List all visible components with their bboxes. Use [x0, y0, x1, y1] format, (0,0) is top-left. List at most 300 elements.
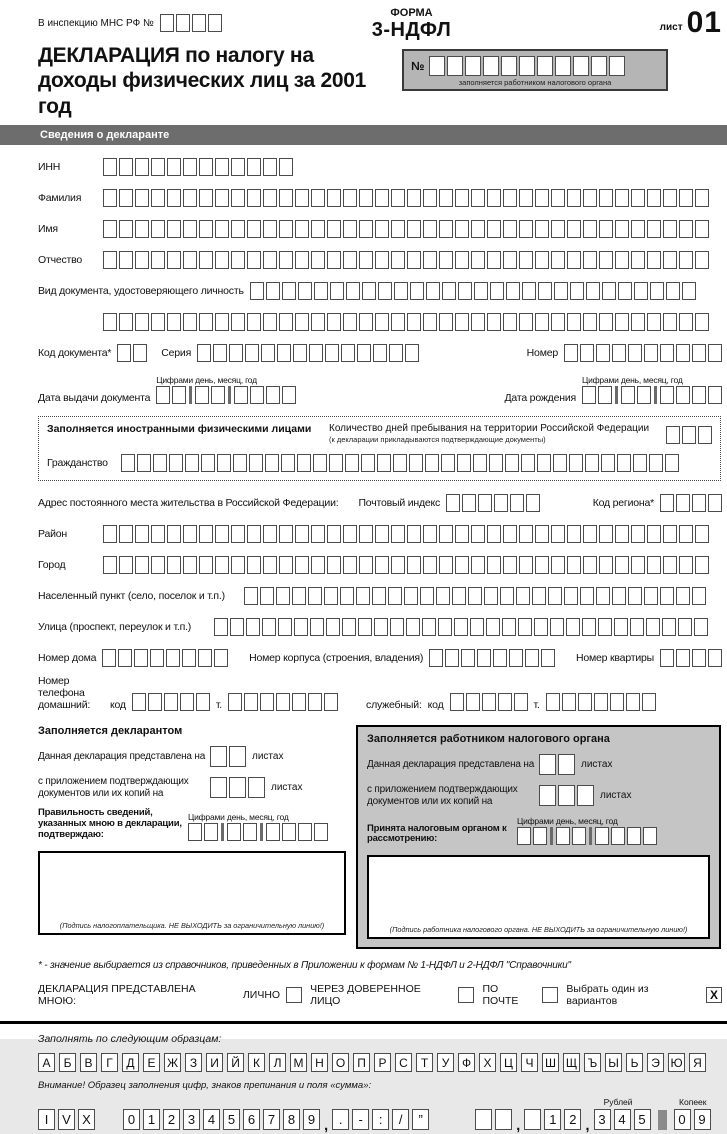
char-box[interactable] — [148, 693, 162, 711]
char-box[interactable] — [229, 344, 243, 362]
char-box[interactable] — [517, 827, 531, 845]
char-box[interactable] — [132, 693, 146, 711]
char-box[interactable] — [519, 525, 533, 543]
char-box[interactable] — [611, 827, 625, 845]
char-box[interactable] — [423, 220, 437, 238]
char-box[interactable] — [391, 220, 405, 238]
char-box[interactable] — [375, 189, 389, 207]
char-box[interactable] — [166, 649, 180, 667]
char-box[interactable] — [329, 454, 343, 472]
char-box[interactable] — [535, 556, 549, 574]
char-box[interactable] — [665, 454, 679, 472]
char-box[interactable] — [602, 282, 616, 300]
char-box[interactable] — [551, 556, 565, 574]
char-box[interactable] — [663, 525, 677, 543]
char-box[interactable] — [676, 587, 690, 605]
char-box[interactable] — [558, 754, 575, 775]
char-box[interactable] — [583, 556, 597, 574]
char-box[interactable] — [262, 618, 276, 636]
char-box[interactable] — [596, 587, 610, 605]
char-box[interactable] — [359, 251, 373, 269]
char-box[interactable] — [594, 693, 608, 711]
char-box[interactable] — [646, 618, 660, 636]
char-box[interactable] — [217, 454, 231, 472]
char-box[interactable] — [692, 587, 706, 605]
char-box[interactable] — [535, 525, 549, 543]
char-box[interactable] — [167, 251, 181, 269]
char-box[interactable] — [484, 587, 498, 605]
char-box[interactable] — [279, 525, 293, 543]
char-box[interactable] — [277, 344, 291, 362]
char-box[interactable] — [551, 525, 565, 543]
char-box[interactable] — [234, 386, 248, 404]
char-box[interactable] — [245, 344, 259, 362]
char-box[interactable] — [551, 220, 565, 238]
char-box[interactable] — [295, 251, 309, 269]
char-box[interactable] — [407, 525, 421, 543]
char-box[interactable] — [263, 189, 277, 207]
char-box[interactable] — [229, 746, 246, 767]
char-box[interactable] — [546, 693, 560, 711]
char-box[interactable] — [478, 494, 492, 512]
char-box[interactable] — [233, 454, 247, 472]
char-box[interactable] — [247, 525, 261, 543]
char-box[interactable] — [263, 313, 277, 331]
char-box[interactable] — [231, 158, 245, 176]
char-box[interactable] — [477, 649, 491, 667]
char-box[interactable] — [134, 649, 148, 667]
char-box[interactable] — [407, 189, 421, 207]
char-box[interactable] — [391, 525, 405, 543]
char-box[interactable] — [167, 556, 181, 574]
char-box[interactable] — [263, 525, 277, 543]
char-box[interactable] — [359, 189, 373, 207]
char-box[interactable] — [391, 313, 405, 331]
char-box[interactable] — [439, 251, 453, 269]
char-box[interactable] — [462, 494, 476, 512]
char-box[interactable] — [119, 251, 133, 269]
char-box[interactable] — [286, 987, 302, 1003]
char-box[interactable] — [466, 693, 480, 711]
char-box[interactable] — [311, 220, 325, 238]
char-box[interactable] — [314, 282, 328, 300]
char-box[interactable] — [169, 454, 183, 472]
char-box[interactable] — [526, 494, 540, 512]
char-box[interactable] — [595, 827, 609, 845]
char-box[interactable] — [554, 282, 568, 300]
char-box[interactable] — [439, 556, 453, 574]
char-box[interactable] — [119, 313, 133, 331]
char-box[interactable] — [637, 386, 651, 404]
char-box[interactable] — [340, 587, 354, 605]
char-box[interactable] — [537, 454, 551, 472]
char-box[interactable] — [442, 282, 456, 300]
char-box[interactable] — [188, 823, 202, 841]
char-box[interactable] — [631, 313, 645, 331]
char-box[interactable] — [185, 454, 199, 472]
char-box[interactable] — [532, 587, 546, 605]
char-box[interactable] — [662, 618, 676, 636]
char-box[interactable] — [644, 587, 658, 605]
char-box[interactable] — [610, 693, 624, 711]
char-box[interactable] — [578, 693, 592, 711]
char-box[interactable] — [279, 220, 293, 238]
char-box[interactable] — [601, 454, 615, 472]
char-box[interactable] — [682, 282, 696, 300]
char-box[interactable] — [311, 525, 325, 543]
char-box[interactable] — [180, 693, 194, 711]
char-box[interactable] — [487, 189, 501, 207]
char-box[interactable] — [503, 313, 517, 331]
char-box[interactable] — [541, 649, 555, 667]
char-box[interactable] — [695, 251, 709, 269]
char-box[interactable] — [182, 649, 196, 667]
char-box[interactable] — [279, 556, 293, 574]
char-box[interactable] — [391, 251, 405, 269]
char-box[interactable] — [519, 556, 533, 574]
char-box[interactable] — [660, 587, 674, 605]
char-box[interactable] — [266, 386, 280, 404]
char-box[interactable] — [423, 313, 437, 331]
char-box[interactable] — [215, 251, 229, 269]
char-box[interactable] — [551, 189, 565, 207]
char-box[interactable] — [599, 313, 613, 331]
char-box[interactable] — [260, 587, 274, 605]
char-box[interactable] — [183, 220, 197, 238]
char-box[interactable] — [566, 618, 580, 636]
char-box[interactable] — [591, 56, 607, 76]
char-box[interactable] — [103, 525, 117, 543]
char-box[interactable] — [150, 649, 164, 667]
char-box[interactable] — [452, 587, 466, 605]
char-box[interactable] — [183, 158, 197, 176]
char-box[interactable] — [313, 454, 327, 472]
char-box[interactable] — [682, 426, 696, 444]
char-box[interactable] — [228, 693, 242, 711]
char-box[interactable] — [470, 618, 484, 636]
char-box[interactable] — [708, 649, 722, 667]
char-box[interactable] — [647, 251, 661, 269]
char-box[interactable] — [695, 556, 709, 574]
char-box[interactable] — [569, 454, 583, 472]
char-box[interactable] — [615, 189, 629, 207]
char-box[interactable] — [117, 344, 131, 362]
char-box[interactable] — [215, 556, 229, 574]
char-box[interactable] — [343, 220, 357, 238]
char-box[interactable] — [518, 618, 532, 636]
char-box[interactable] — [103, 189, 117, 207]
char-box[interactable] — [135, 189, 149, 207]
char-box[interactable] — [631, 525, 645, 543]
char-box[interactable] — [615, 251, 629, 269]
char-box[interactable] — [580, 587, 594, 605]
char-box[interactable] — [167, 525, 181, 543]
char-box[interactable] — [679, 525, 693, 543]
char-box[interactable] — [647, 556, 661, 574]
char-box[interactable] — [375, 220, 389, 238]
char-box[interactable] — [612, 344, 626, 362]
char-box[interactable] — [215, 220, 229, 238]
char-box[interactable] — [615, 556, 629, 574]
char-box[interactable] — [324, 693, 338, 711]
char-box[interactable] — [429, 649, 443, 667]
char-box[interactable] — [246, 618, 260, 636]
char-box[interactable] — [465, 56, 481, 76]
char-box[interactable] — [156, 386, 170, 404]
char-box[interactable] — [572, 827, 586, 845]
char-box[interactable] — [586, 282, 600, 300]
char-box[interactable] — [247, 220, 261, 238]
char-box[interactable] — [582, 618, 596, 636]
char-box[interactable] — [341, 344, 355, 362]
char-box[interactable] — [172, 386, 186, 404]
char-box[interactable] — [509, 649, 523, 667]
char-box[interactable] — [295, 525, 309, 543]
char-box[interactable] — [372, 587, 386, 605]
char-box[interactable] — [676, 386, 690, 404]
char-box[interactable] — [679, 556, 693, 574]
char-box[interactable] — [295, 220, 309, 238]
char-box[interactable] — [533, 827, 547, 845]
char-box[interactable] — [103, 220, 117, 238]
char-box[interactable] — [410, 282, 424, 300]
char-box[interactable] — [599, 525, 613, 543]
char-box[interactable] — [676, 494, 690, 512]
char-box[interactable] — [500, 587, 514, 605]
char-box[interactable] — [551, 313, 565, 331]
char-box[interactable] — [631, 556, 645, 574]
char-box[interactable] — [263, 158, 277, 176]
char-box[interactable] — [199, 189, 213, 207]
char-box[interactable] — [151, 189, 165, 207]
char-box[interactable] — [535, 189, 549, 207]
char-box[interactable] — [195, 386, 209, 404]
char-box[interactable] — [102, 649, 116, 667]
char-box[interactable] — [556, 827, 570, 845]
char-box[interactable] — [542, 987, 558, 1003]
char-box[interactable] — [279, 313, 293, 331]
char-box[interactable] — [311, 556, 325, 574]
char-box[interactable] — [614, 618, 628, 636]
char-box[interactable] — [562, 693, 576, 711]
char-box[interactable] — [374, 618, 388, 636]
char-box[interactable] — [375, 556, 389, 574]
char-box[interactable] — [551, 251, 565, 269]
char-box[interactable] — [539, 785, 556, 806]
char-box[interactable] — [441, 454, 455, 472]
char-box[interactable] — [324, 587, 338, 605]
char-box[interactable] — [490, 282, 504, 300]
char-box[interactable] — [298, 282, 312, 300]
char-box[interactable] — [281, 454, 295, 472]
char-box[interactable] — [377, 454, 391, 472]
char-box[interactable] — [215, 525, 229, 543]
char-box[interactable] — [183, 251, 197, 269]
char-box[interactable] — [215, 189, 229, 207]
char-box[interactable] — [325, 344, 339, 362]
char-box[interactable] — [455, 556, 469, 574]
char-box[interactable] — [227, 823, 241, 841]
char-box[interactable] — [119, 189, 133, 207]
char-box[interactable] — [439, 525, 453, 543]
char-box[interactable] — [343, 313, 357, 331]
char-box[interactable] — [505, 454, 519, 472]
char-box[interactable] — [564, 344, 578, 362]
char-box[interactable] — [282, 823, 296, 841]
char-box[interactable] — [555, 56, 571, 76]
char-box[interactable] — [455, 313, 469, 331]
char-box[interactable] — [663, 313, 677, 331]
char-box[interactable] — [694, 618, 708, 636]
char-box[interactable] — [276, 693, 290, 711]
char-box[interactable] — [599, 251, 613, 269]
char-box[interactable] — [633, 454, 647, 472]
char-box[interactable] — [535, 220, 549, 238]
char-box[interactable] — [389, 344, 403, 362]
char-box[interactable] — [627, 827, 641, 845]
char-box[interactable] — [487, 251, 501, 269]
char-box[interactable] — [103, 251, 117, 269]
char-box[interactable] — [663, 189, 677, 207]
char-box[interactable] — [537, 56, 553, 76]
char-box[interactable] — [151, 556, 165, 574]
char-box[interactable] — [261, 344, 275, 362]
char-box[interactable] — [204, 823, 218, 841]
char-box[interactable] — [404, 587, 418, 605]
char-box[interactable] — [647, 313, 661, 331]
char-box[interactable] — [678, 618, 692, 636]
char-box[interactable] — [455, 220, 469, 238]
char-box[interactable] — [538, 282, 552, 300]
char-box[interactable] — [308, 693, 322, 711]
char-box[interactable] — [471, 220, 485, 238]
char-box[interactable] — [250, 386, 264, 404]
char-box[interactable] — [494, 494, 508, 512]
char-box[interactable] — [295, 556, 309, 574]
char-box[interactable] — [266, 282, 280, 300]
char-box[interactable] — [510, 494, 524, 512]
char-box[interactable] — [471, 556, 485, 574]
char-box[interactable] — [151, 251, 165, 269]
char-box[interactable] — [522, 282, 536, 300]
char-box[interactable] — [422, 618, 436, 636]
char-box[interactable] — [359, 220, 373, 238]
char-box[interactable] — [342, 618, 356, 636]
char-box[interactable] — [570, 282, 584, 300]
char-box[interactable] — [282, 386, 296, 404]
char-box[interactable] — [167, 189, 181, 207]
char-box[interactable] — [450, 693, 464, 711]
char-box[interactable] — [231, 556, 245, 574]
char-box[interactable] — [609, 56, 625, 76]
char-box[interactable] — [445, 649, 459, 667]
char-box[interactable] — [231, 189, 245, 207]
char-box[interactable] — [199, 313, 213, 331]
char-box[interactable] — [247, 556, 261, 574]
char-box[interactable] — [378, 282, 392, 300]
char-box[interactable] — [326, 618, 340, 636]
char-box[interactable] — [330, 282, 344, 300]
char-box[interactable] — [135, 525, 149, 543]
char-box[interactable] — [708, 494, 722, 512]
char-box[interactable] — [514, 693, 528, 711]
char-box[interactable] — [311, 313, 325, 331]
char-box[interactable] — [229, 777, 246, 798]
char-box[interactable] — [692, 494, 706, 512]
char-box[interactable] — [346, 282, 360, 300]
char-box[interactable] — [455, 251, 469, 269]
char-box[interactable] — [358, 618, 372, 636]
char-box[interactable] — [310, 618, 324, 636]
char-box[interactable] — [647, 220, 661, 238]
char-box[interactable]: X — [706, 987, 722, 1003]
char-box[interactable] — [583, 251, 597, 269]
char-box[interactable] — [695, 313, 709, 331]
char-box[interactable] — [183, 189, 197, 207]
char-box[interactable] — [708, 344, 722, 362]
char-box[interactable] — [295, 313, 309, 331]
char-box[interactable] — [473, 454, 487, 472]
char-box[interactable] — [345, 454, 359, 472]
char-box[interactable] — [519, 251, 533, 269]
char-box[interactable] — [311, 189, 325, 207]
char-box[interactable] — [244, 693, 258, 711]
char-box[interactable] — [210, 777, 227, 798]
char-box[interactable] — [599, 220, 613, 238]
char-box[interactable] — [265, 454, 279, 472]
char-box[interactable] — [695, 525, 709, 543]
char-box[interactable] — [407, 251, 421, 269]
char-box[interactable] — [598, 386, 612, 404]
char-box[interactable] — [359, 556, 373, 574]
char-box[interactable] — [468, 587, 482, 605]
char-box[interactable] — [630, 618, 644, 636]
char-box[interactable] — [539, 754, 556, 775]
char-box[interactable] — [663, 556, 677, 574]
char-box[interactable] — [292, 693, 306, 711]
char-box[interactable] — [248, 777, 265, 798]
char-box[interactable] — [357, 344, 371, 362]
char-box[interactable] — [631, 251, 645, 269]
char-box[interactable] — [663, 220, 677, 238]
char-box[interactable] — [388, 587, 402, 605]
char-box[interactable] — [516, 587, 530, 605]
char-box[interactable] — [135, 220, 149, 238]
char-box[interactable] — [567, 556, 581, 574]
char-box[interactable] — [407, 556, 421, 574]
char-box[interactable] — [474, 282, 488, 300]
char-box[interactable] — [391, 556, 405, 574]
char-box[interactable] — [327, 313, 341, 331]
char-box[interactable] — [282, 282, 296, 300]
char-box[interactable] — [599, 556, 613, 574]
char-box[interactable] — [164, 693, 178, 711]
char-box[interactable] — [260, 693, 274, 711]
char-box[interactable] — [503, 220, 517, 238]
char-box[interactable] — [250, 282, 264, 300]
char-box[interactable] — [405, 344, 419, 362]
char-box[interactable] — [660, 494, 674, 512]
char-box[interactable] — [426, 282, 440, 300]
char-box[interactable] — [548, 587, 562, 605]
char-box[interactable] — [502, 618, 516, 636]
char-box[interactable] — [692, 649, 706, 667]
char-box[interactable] — [596, 344, 610, 362]
char-box[interactable] — [487, 220, 501, 238]
char-box[interactable] — [327, 189, 341, 207]
char-box[interactable] — [642, 693, 656, 711]
char-box[interactable] — [695, 220, 709, 238]
